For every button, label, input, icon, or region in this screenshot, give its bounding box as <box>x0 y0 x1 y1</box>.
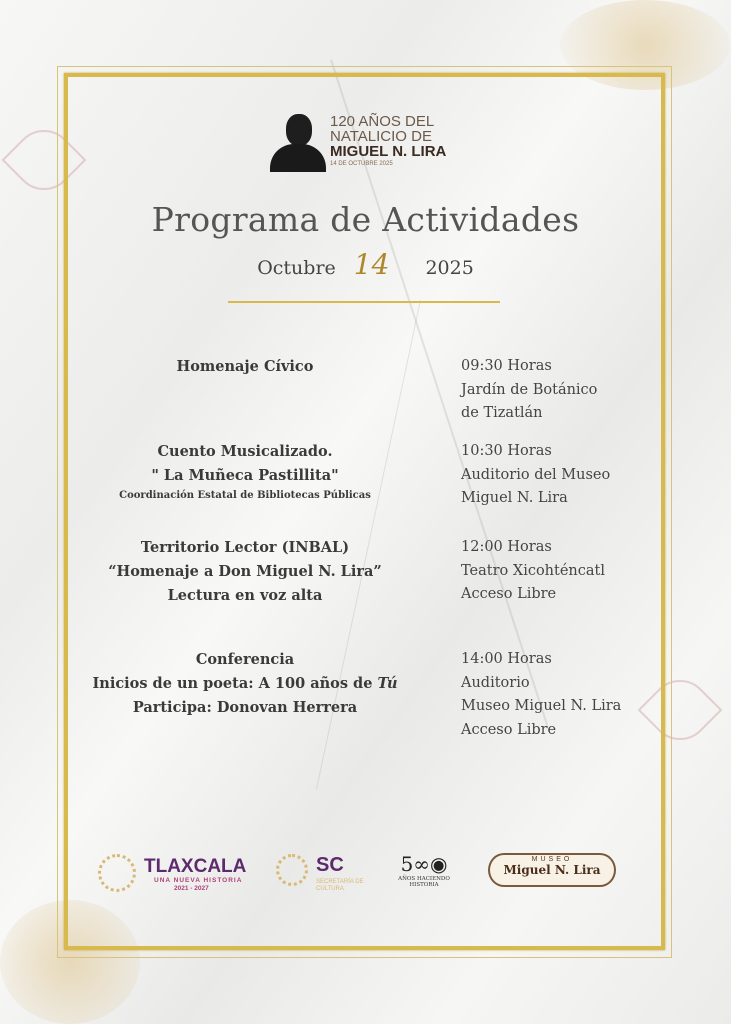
mandala-icon <box>98 854 136 892</box>
activity-organizer: Coordinación Estatal de Bibliotecas Públicas <box>119 490 371 501</box>
500-years-logo: 5∞◉ AÑOS HACIENDO HISTORIA <box>398 852 450 888</box>
logo-line: MIGUEL N. LIRA <box>330 142 447 160</box>
logo-date: 14 DE OCTUBRE 2025 <box>330 160 393 167</box>
logo-line: 120 AÑOS DEL <box>330 112 435 130</box>
activity-details: 14:00 Horas Auditorio Museo Miguel N. Lira Acceso Libre <box>461 651 622 738</box>
logo-line: NATALICIO DE <box>330 127 432 145</box>
activity-details: 09:30 Horas Jardín de Botánico de Tizatlán <box>461 358 598 421</box>
date-month: Octubre <box>257 257 336 279</box>
infinity-icon: ∞◉ <box>413 852 448 876</box>
date-year: 2025 <box>425 257 474 279</box>
activity-title: Cuento Musicalizado. " La Muñeca Pastillita" Coordinación Estatal de Bibliotecas Públicas <box>90 440 400 504</box>
activity-title: Territorio Lector (INBAL) “Homenaje a Don Miguel N. Lira” Lectura en voz alta <box>108 539 382 604</box>
mandala-icon <box>276 854 308 886</box>
sponsor-logos: TLAXCALA UNA NUEVA HISTORIA 2021 - 2027 SC SECRETARÍA DE CULTURA 5∞◉ AÑOS HACIENDO HISTORIA MUSEO Miguel N. Lira <box>96 850 626 900</box>
event-date <box>0 248 731 281</box>
activity-details: 10:30 Horas Auditorio del Museo Miguel N. Lira <box>461 443 611 506</box>
activity-title: Homenaje Cívico <box>176 358 314 375</box>
page-title: Programa de Actividades <box>151 200 580 239</box>
anniversary-logo <box>270 108 446 172</box>
museo-logo: MUSEO Miguel N. Lira <box>488 853 616 887</box>
date-day: 14 <box>353 248 390 281</box>
activity-title: Conferencia Inicios de un poeta: A 100 años de Tú Participa: Donovan Herrera <box>92 651 398 716</box>
divider <box>228 301 500 303</box>
portrait-icon <box>270 108 326 172</box>
activity-details: 12:00 Horas Teatro Xicohténcatl Acceso Libre <box>461 539 605 602</box>
